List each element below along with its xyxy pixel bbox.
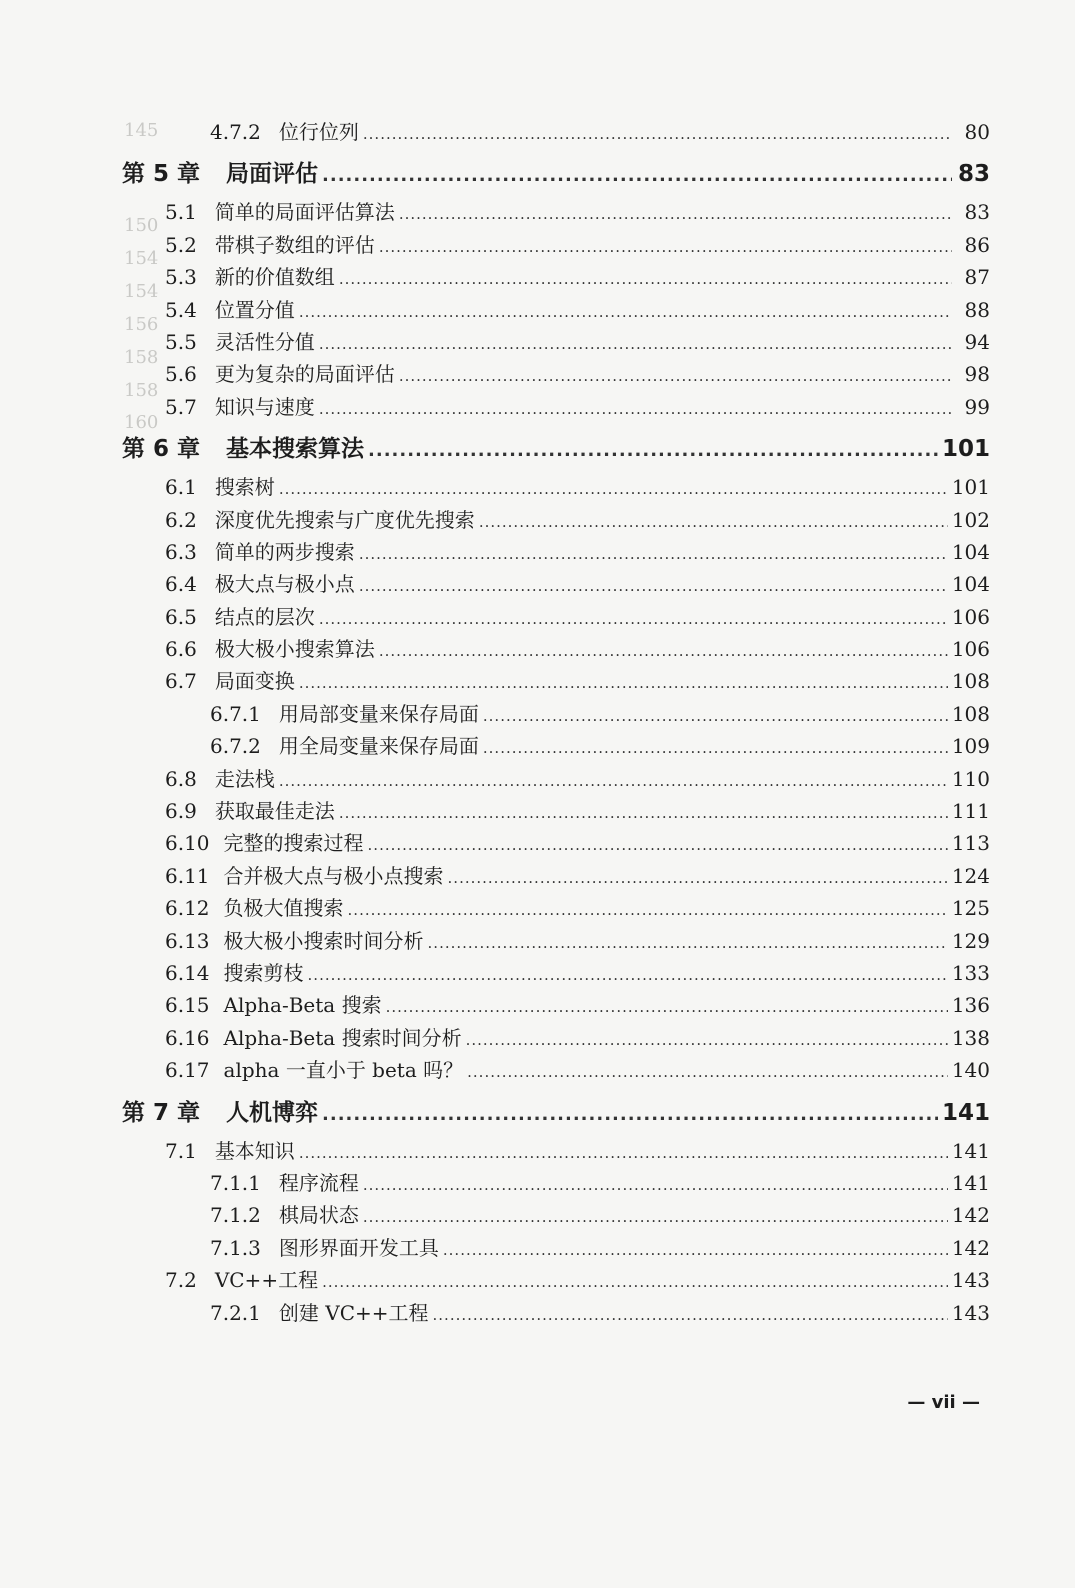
entry-title: 创建 VC++工程 — [278, 1300, 429, 1325]
entry-page-number: 110 — [951, 766, 990, 791]
dot-leader — [479, 506, 948, 538]
dot-leader — [363, 1201, 948, 1233]
toc-entry[interactable] — [110, 326, 990, 358]
entry-number: 6.8 — [165, 766, 197, 791]
entry-title: 图形界面开发工具 — [278, 1235, 439, 1260]
dot-leader — [379, 231, 952, 263]
entry-title: 搜索剪枝 — [223, 960, 304, 985]
entry-page-number: 141 — [951, 1138, 990, 1163]
entry-number: 6.6 — [165, 637, 197, 662]
entry-title: 简单的局面评估算法 — [214, 200, 395, 225]
toc-entry[interactable] — [110, 358, 990, 390]
entry-title: 知识与速度 — [214, 394, 315, 419]
toc-entry[interactable] — [110, 1264, 990, 1296]
entry-number: 6.7.1 — [210, 701, 261, 726]
entry-number: 5.5 — [165, 329, 197, 354]
dot-leader — [399, 198, 952, 230]
toc-entry[interactable] — [110, 730, 990, 762]
table-of-contents — [110, 116, 990, 1329]
dot-leader — [448, 862, 948, 894]
entry-title: 获取最佳走法 — [214, 799, 335, 824]
entry-page-number: 109 — [951, 734, 990, 759]
bleed-through-text: 154 — [124, 281, 159, 302]
entry-title: alpha 一直小于 beta 吗？ — [223, 1058, 464, 1083]
entry-number: 7.1.2 — [210, 1203, 261, 1228]
dot-leader — [359, 538, 948, 570]
entry-page-number: 104 — [951, 572, 990, 597]
entry-title: 极大点与极小点 — [214, 572, 355, 597]
entry-title: 基本搜索算法 — [226, 436, 365, 463]
entry-number: 6.7 — [165, 669, 197, 694]
toc-entry[interactable] — [110, 1135, 990, 1167]
entry-number: 6.10 — [165, 831, 210, 856]
entry-number: 6.13 — [165, 928, 210, 953]
entry-page-number: 83 — [964, 200, 990, 225]
toc-entry[interactable] — [110, 1054, 990, 1086]
dot-leader — [368, 829, 948, 861]
entry-title: 基本知识 — [214, 1138, 295, 1163]
dot-leader — [319, 328, 952, 360]
entry-title: 完整的搜索过程 — [223, 831, 364, 856]
entry-page-number: 98 — [964, 362, 990, 387]
entry-number: 5.2 — [165, 232, 197, 257]
toc-entry[interactable] — [110, 116, 990, 148]
dot-leader — [359, 570, 948, 602]
dot-leader — [363, 118, 952, 150]
entry-number: 7.2.1 — [210, 1300, 261, 1325]
entry-title: Alpha-Beta 搜索 — [223, 993, 382, 1018]
bleed-through-text: 145 — [124, 120, 159, 141]
entry-number: 7.1.3 — [210, 1235, 261, 1260]
entry-number: 6.9 — [165, 799, 197, 824]
entry-page-number: 108 — [951, 669, 990, 694]
entry-page-number: 101 — [941, 436, 990, 463]
entry-number: 7.1.1 — [210, 1170, 261, 1195]
entry-title: 人机博弈 — [226, 1099, 319, 1126]
entry-page-number: 129 — [951, 928, 990, 953]
entry-title: 灵活性分值 — [214, 329, 315, 354]
dot-leader — [368, 429, 938, 473]
toc-chapter-entry[interactable] — [110, 427, 990, 471]
entry-page-number: 80 — [964, 120, 990, 144]
toc-entry[interactable] — [110, 196, 990, 228]
toc-entry[interactable] — [110, 827, 990, 859]
entry-number: 4.7.2 — [210, 120, 261, 144]
entry-page-number: 141 — [941, 1099, 990, 1126]
entry-number: 6.17 — [165, 1058, 210, 1083]
dot-leader — [443, 1234, 948, 1266]
entry-title: 局面变换 — [214, 669, 295, 694]
entry-title: 用全局变量来保存局面 — [278, 734, 479, 759]
entry-title: 极大极小搜索算法 — [214, 637, 375, 662]
entry-title: 负极大值搜索 — [223, 896, 344, 921]
entry-page-number: 104 — [951, 539, 990, 564]
entry-page-number: 102 — [951, 507, 990, 532]
dot-leader — [299, 667, 948, 699]
dot-leader — [386, 991, 948, 1023]
toc-entry[interactable] — [110, 698, 990, 730]
entry-number: 7.1 — [165, 1138, 197, 1163]
entry-page-number: 141 — [951, 1170, 990, 1195]
dot-leader — [322, 1093, 938, 1137]
toc-entry[interactable] — [110, 536, 990, 568]
toc-entry[interactable] — [110, 471, 990, 503]
entry-page-number: 125 — [951, 896, 990, 921]
dot-leader — [483, 700, 948, 732]
toc-entry[interactable] — [110, 1199, 990, 1231]
entry-title: 程序流程 — [278, 1170, 359, 1195]
entry-page-number: 138 — [951, 1025, 990, 1050]
entry-number: 6.4 — [165, 572, 197, 597]
entry-number: 6.12 — [165, 896, 210, 921]
entry-title: Alpha-Beta 搜索时间分析 — [223, 1025, 462, 1050]
toc-entry[interactable] — [110, 568, 990, 600]
toc-entry[interactable] — [110, 763, 990, 795]
entry-page-number: 88 — [964, 297, 990, 322]
entry-page-number: 83 — [957, 161, 990, 188]
entry-number: 6.3 — [165, 539, 197, 564]
dot-leader — [308, 959, 948, 991]
dot-leader — [379, 635, 948, 667]
toc-entry[interactable] — [110, 633, 990, 665]
entry-number: 6.5 — [165, 604, 197, 629]
dot-leader — [339, 797, 948, 829]
toc-entry[interactable] — [110, 261, 990, 293]
entry-number: 5.4 — [165, 297, 197, 322]
toc-chapter-entry[interactable] — [110, 152, 990, 196]
entry-page-number: 143 — [951, 1268, 990, 1293]
entry-page-number: 113 — [951, 831, 990, 856]
entry-page-number: 142 — [951, 1235, 990, 1260]
entry-page-number: 106 — [951, 637, 990, 662]
entry-title: 位置分值 — [214, 297, 295, 322]
entry-title: 合并极大点与极小点搜索 — [223, 863, 444, 888]
toc-entry[interactable] — [110, 1232, 990, 1264]
dot-leader — [279, 473, 948, 505]
entry-title: 用局部变量来保存局面 — [278, 701, 479, 726]
entry-page-number: 87 — [964, 265, 990, 290]
toc-entry[interactable] — [110, 294, 990, 326]
dot-leader — [322, 1266, 948, 1298]
entry-title: 位行位列 — [278, 120, 359, 144]
toc-entry[interactable] — [110, 892, 990, 924]
entry-page-number: 99 — [964, 394, 990, 419]
dot-leader — [363, 1169, 948, 1201]
dot-leader — [428, 927, 948, 959]
dot-leader — [319, 603, 948, 635]
toc-entry[interactable] — [110, 925, 990, 957]
entry-title: 局面评估 — [226, 161, 319, 188]
entry-page-number: 94 — [964, 329, 990, 354]
toc-entry[interactable] — [110, 795, 990, 827]
entry-page-number: 133 — [951, 960, 990, 985]
entry-title: 新的价值数组 — [214, 265, 335, 290]
toc-entry[interactable] — [110, 1297, 990, 1329]
entry-page-number: 124 — [951, 863, 990, 888]
entry-title: 走法栈 — [214, 766, 275, 791]
toc-entry[interactable] — [110, 1022, 990, 1054]
entry-page-number: 142 — [951, 1203, 990, 1228]
entry-title: 简单的两步搜索 — [214, 539, 355, 564]
entry-number: 第 6 章 — [122, 436, 201, 463]
entry-number: 6.16 — [165, 1025, 210, 1050]
entry-page-number: 140 — [951, 1058, 990, 1083]
entry-page-number: 108 — [951, 701, 990, 726]
dot-leader — [299, 1137, 948, 1169]
bleed-through-text: 158 — [124, 380, 159, 401]
toc-entry[interactable] — [110, 504, 990, 536]
entry-number: 6.7.2 — [210, 734, 261, 759]
entry-number: 7.2 — [165, 1268, 197, 1293]
toc-entry[interactable] — [110, 391, 990, 423]
entry-number: 6.1 — [165, 475, 197, 500]
dot-leader — [433, 1299, 948, 1331]
entry-number: 6.11 — [165, 863, 210, 888]
entry-title: 结点的层次 — [214, 604, 315, 629]
entry-page-number: 106 — [951, 604, 990, 629]
dot-leader — [299, 296, 952, 328]
bleed-through-text: 158 — [124, 347, 159, 368]
entry-number: 5.1 — [165, 200, 197, 225]
toc-entry[interactable] — [110, 601, 990, 633]
entry-page-number: 101 — [951, 475, 990, 500]
dot-leader — [483, 732, 948, 764]
toc-entry[interactable] — [110, 229, 990, 261]
entry-title: 极大极小搜索时间分析 — [223, 928, 424, 953]
entry-page-number: 86 — [964, 232, 990, 257]
dot-leader — [399, 360, 952, 392]
dot-leader — [322, 154, 952, 198]
entry-number: 6.15 — [165, 993, 210, 1018]
bleed-through-text: 156 — [124, 314, 159, 335]
entry-title: 更为复杂的局面评估 — [214, 362, 395, 387]
dot-leader — [466, 1024, 948, 1056]
entry-number: 5.7 — [165, 394, 197, 419]
dot-leader — [467, 1056, 948, 1088]
toc-entry[interactable] — [110, 989, 990, 1021]
entry-number: 第 7 章 — [122, 1099, 201, 1126]
toc-entries — [110, 116, 990, 1329]
entry-title: VC++工程 — [214, 1268, 319, 1293]
toc-entry[interactable] — [110, 860, 990, 892]
dot-leader — [319, 393, 952, 425]
entry-number: 5.6 — [165, 362, 197, 387]
bleed-through-text: 150 — [124, 215, 159, 236]
entry-title: 深度优先搜索与广度优先搜索 — [214, 507, 475, 532]
page-number-footer: — vii — — [907, 1392, 980, 1413]
entry-number: 6.2 — [165, 507, 197, 532]
toc-entry[interactable] — [110, 1167, 990, 1199]
toc-entry[interactable] — [110, 957, 990, 989]
toc-entry[interactable] — [110, 665, 990, 697]
entry-title: 搜索树 — [214, 475, 275, 500]
entry-number: 5.3 — [165, 265, 197, 290]
dot-leader — [339, 263, 952, 295]
entry-number: 6.14 — [165, 960, 210, 985]
entry-title: 棋局状态 — [278, 1203, 359, 1228]
dot-leader — [348, 894, 948, 926]
entry-page-number: 111 — [951, 799, 990, 824]
bleed-through-text: 160 — [124, 412, 159, 433]
entry-page-number: 136 — [951, 993, 990, 1018]
dot-leader — [279, 765, 948, 797]
entry-page-number: 143 — [951, 1300, 990, 1325]
entry-title: 带棋子数组的评估 — [214, 232, 375, 257]
toc-chapter-entry[interactable] — [110, 1091, 990, 1135]
bleed-through-text: 154 — [124, 248, 159, 269]
entry-number: 第 5 章 — [122, 161, 201, 188]
